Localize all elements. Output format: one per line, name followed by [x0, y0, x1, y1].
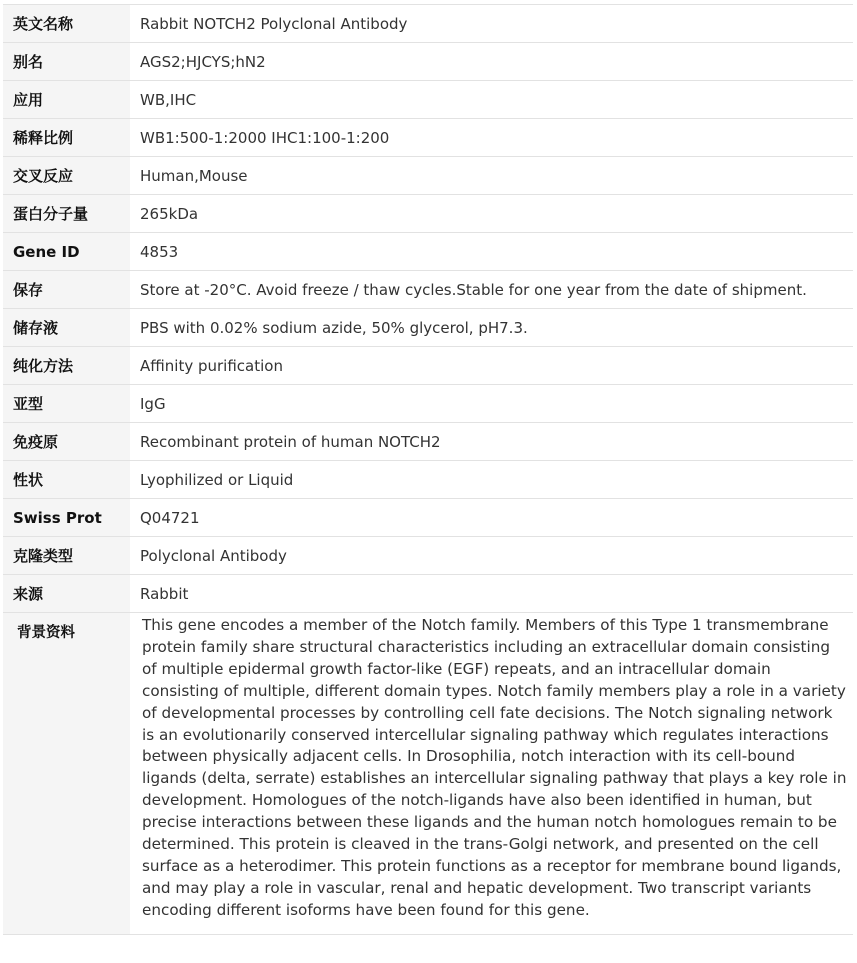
- spec-label: Gene ID: [3, 233, 130, 271]
- spec-label: 别名: [3, 43, 130, 81]
- spec-row-immunogen: [3, 423, 853, 461]
- spec-value: Lyophilized or Liquid: [130, 461, 853, 499]
- spec-row-molecular-weight: [3, 195, 853, 233]
- spec-row-buffer: [3, 309, 853, 347]
- spec-row-host: [3, 575, 853, 613]
- spec-value: Rabbit NOTCH2 Polyclonal Antibody: [130, 5, 853, 43]
- spec-row-purification: [3, 347, 853, 385]
- spec-label: 蛋白分子量: [3, 195, 130, 233]
- spec-label: 亚型: [3, 385, 130, 423]
- spec-row-storage: [3, 271, 853, 309]
- spec-row-form: [3, 461, 853, 499]
- spec-label: 免疫原: [3, 423, 130, 461]
- spec-label: 稀释比例: [3, 119, 130, 157]
- spec-value: WB,IHC: [130, 81, 853, 119]
- spec-label: 英文名称: [3, 5, 130, 43]
- spec-row-dilution: [3, 119, 853, 157]
- spec-row-gene-id: [3, 233, 853, 271]
- spec-row-background: [3, 613, 853, 935]
- spec-value: 4853: [130, 233, 853, 271]
- spec-label: 应用: [3, 81, 130, 119]
- spec-label: 储存液: [3, 309, 130, 347]
- spec-value: Recombinant protein of human NOTCH2: [130, 423, 853, 461]
- spec-value: Human,Mouse: [130, 157, 853, 195]
- spec-row-isotype: [3, 385, 853, 423]
- spec-label: 性状: [3, 461, 130, 499]
- spec-label: 克隆类型: [3, 537, 130, 575]
- spec-row-swiss-prot: [3, 499, 853, 537]
- spec-value: Polyclonal Antibody: [130, 537, 853, 575]
- spec-value: AGS2;HJCYS;hN2: [130, 43, 853, 81]
- spec-row-clonality: [3, 537, 853, 575]
- spec-value: Q04721: [130, 499, 853, 537]
- spec-value: Store at -20°C. Avoid freeze / thaw cycles.Stable for one year from the date of shipment.: [130, 271, 853, 309]
- spec-value: 265kDa: [130, 195, 853, 233]
- spec-row-reactivity: [3, 157, 853, 195]
- spec-label: 纯化方法: [3, 347, 130, 385]
- spec-value: WB1:500-1:2000 IHC1:100-1:200: [130, 119, 853, 157]
- spec-label: 来源: [3, 575, 130, 613]
- spec-value: IgG: [130, 385, 853, 423]
- spec-label: 保存: [3, 271, 130, 309]
- spec-label: 交叉反应: [3, 157, 130, 195]
- spec-label: Swiss Prot: [3, 499, 130, 537]
- product-spec-table: [3, 4, 853, 935]
- spec-row-alias: [3, 43, 853, 81]
- background-text: This gene encodes a member of the Notch family. Members of this Type 1 transmembrane protein family share structural characteristics including an extracellular domain consisting of multiple epidermal growth factor-like (EGF) repeats, and an intracellular domain consisting of multiple, different domain types. Notch family members play a role in a variety of developmental processes by controlling cell fate decisions. The Notch signaling network is an evolutionarily conserved intercellular signaling pathway which regulates interactions between physically adjacent cells. In Drosophilia, notch interaction with its cell-bound ligands (delta, serrate) establishes an intercellular signaling pathway that plays a key role in development. Homologues of the notch-ligands have also been identified in human, but precise interactions between these ligands and the human notch homologues remain to be determined. This protein is cleaved in the trans-Golgi network, and presented on the cell surface as a heterodimer. This protein functions as a receptor for membrane bound ligands, and may play a role in vascular, renal and hepatic development. Two transcript variants encoding different isoforms have been found for this gene.: [130, 613, 853, 935]
- spec-label: 背景资料: [3, 613, 130, 935]
- spec-row-application: [3, 81, 853, 119]
- spec-value: Affinity purification: [130, 347, 853, 385]
- spec-value: Rabbit: [130, 575, 853, 613]
- spec-value: PBS with 0.02% sodium azide, 50% glycerol, pH7.3.: [130, 309, 853, 347]
- spec-row-english-name: [3, 5, 853, 43]
